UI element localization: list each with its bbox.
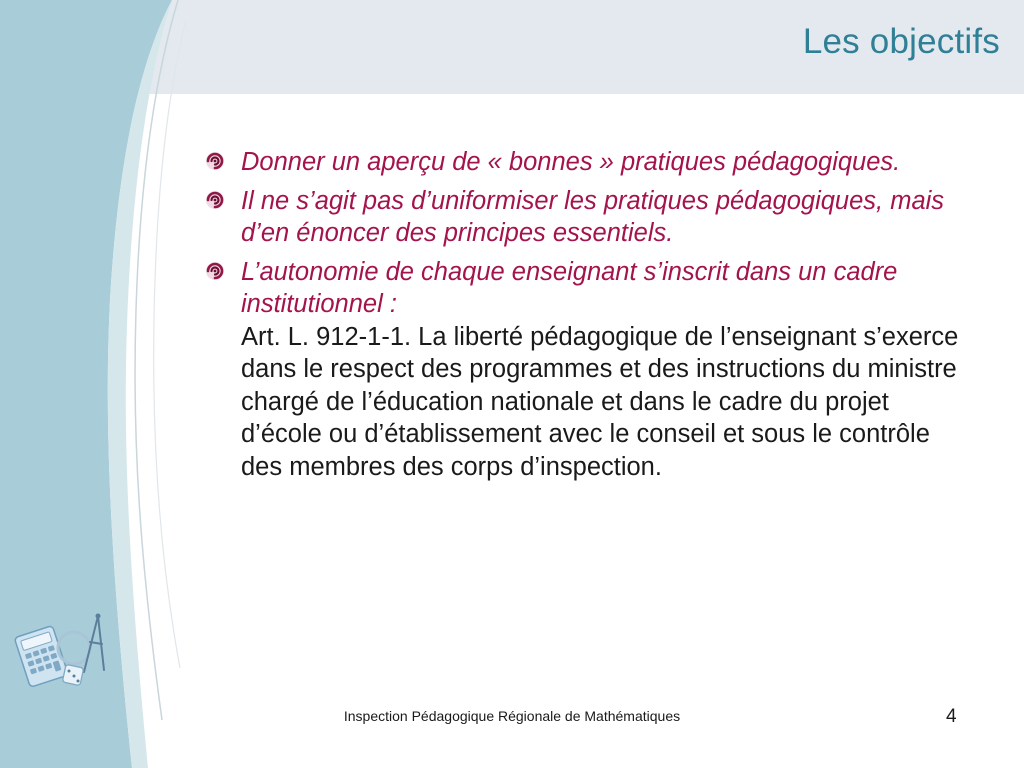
- swirl-bullet-icon: [204, 260, 226, 282]
- bullet-italic-text: Donner un aperçu de « bonnes » pratiques pédagogiques.: [241, 148, 901, 176]
- bullet-item-1: [200, 146, 970, 179]
- bullet-legal-text: Art. L. 912-1-1. La liberté pédagogique de l’enseignant s’exerce dans le respect des programmes et des instructions du ministre chargé de l’éducation nationale et dans le cadre du projet d’école ou d’établissement avec le conseil et sous le contrôle des membres des corps d’inspection.: [241, 322, 959, 481]
- bullet-italic-text: Il ne s’agit pas d’uniformiser les pratiques pédagogiques, mais d’en énoncer des principes essentiels.: [241, 186, 945, 247]
- page-number: 4: [946, 706, 957, 727]
- swirl-bullet-icon: [204, 189, 226, 211]
- calculator-compass-dice-icon: [12, 612, 112, 692]
- bullet-list: [200, 146, 970, 489]
- bullet-item-2: [200, 185, 970, 250]
- swirl-bullet-icon: [204, 150, 226, 172]
- bullet-item-3: [200, 256, 970, 484]
- slide-title: Les objectifs: [802, 22, 1000, 61]
- sidebar-curve-line-2: [154, 20, 186, 668]
- bullet-italic-text: L’autonomie de chaque enseignant s’inscrit dans un cadre institutionnel :: [241, 257, 898, 318]
- footer-text: Inspection Pédagogique Régionale de Mathématiques: [343, 708, 681, 724]
